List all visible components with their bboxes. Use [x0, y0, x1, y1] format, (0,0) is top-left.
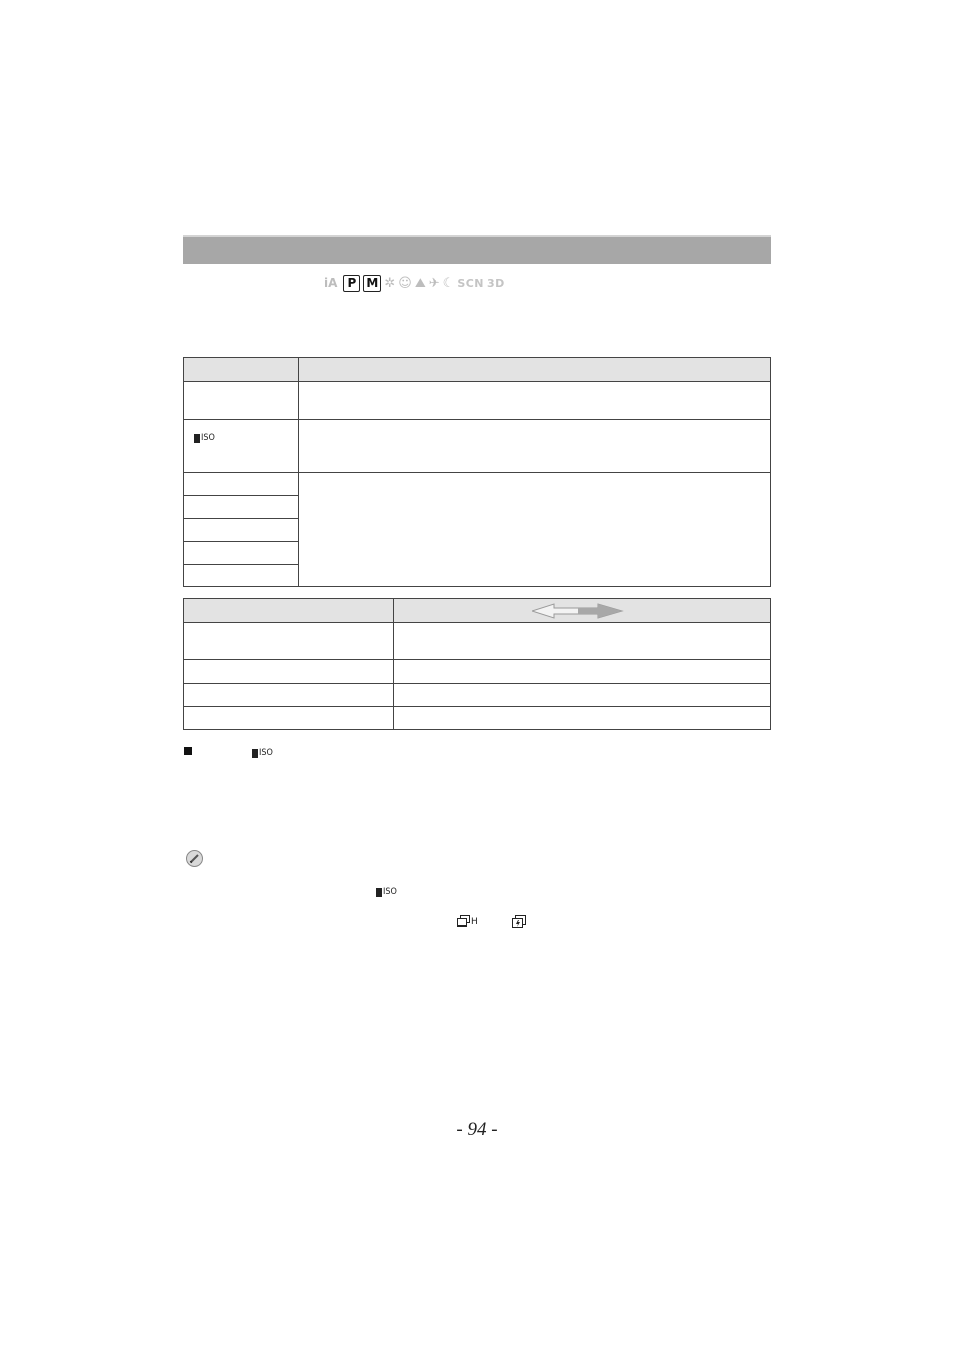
page-number: - 94 - [456, 1119, 498, 1140]
double-arrow-icon [532, 603, 624, 619]
comparison-table-row-2-value [394, 660, 770, 684]
settings-table-row-intelligent-iso [184, 420, 299, 473]
flash-burst-icon [512, 915, 526, 933]
settings-table-row-iso-value-5 [184, 565, 299, 586]
comparison-table-row-4-label [184, 707, 394, 729]
settings-table-row-intelligent-iso-description [299, 420, 770, 473]
intelligent-iso-icon: ISO [376, 888, 397, 897]
custom-mode-icon: ✲ [384, 275, 396, 291]
comparison-table-header-right [394, 599, 770, 623]
subsection-bullet [184, 747, 192, 755]
comparison-table-row-4-value [394, 707, 770, 729]
recording-mode-icons [321, 274, 505, 292]
intelligent-iso-icon: ISO [194, 434, 215, 443]
3d-mode-icon: 3D [487, 276, 505, 290]
comparison-table-row-2-label [184, 660, 394, 684]
intelligent-auto-mode-icon: iA [324, 276, 338, 290]
settings-table-row-iso-value-2 [184, 496, 299, 519]
settings-table-header-description [299, 358, 770, 382]
manual-exposure-mode-icon: M [363, 275, 381, 292]
comparison-table-header-left [184, 599, 394, 623]
section-header-bar [183, 235, 771, 264]
scenery-mode-icon: ⛰ [414, 275, 426, 291]
comparison-table-row-3-value [394, 684, 770, 707]
comparison-table [183, 598, 771, 730]
comparison-table-row-3-label [184, 684, 394, 707]
note-pencil-icon [186, 850, 203, 867]
intelligent-iso-icon: ISO [252, 749, 273, 758]
portrait-mode-icon: ☺ [398, 275, 412, 291]
sports-mode-icon: ✈ [428, 275, 440, 291]
settings-table-header-item [184, 358, 299, 382]
burst-high-speed-icon: H [457, 915, 478, 927]
night-portrait-mode-icon: ☾ [442, 275, 455, 291]
comparison-table-row-1-label [184, 623, 394, 660]
comparison-table-row-1-value [394, 623, 770, 660]
scene-mode-icon: SCN [457, 276, 485, 290]
settings-table-row-iso-value-4 [184, 542, 299, 565]
settings-table-iso-values-description [299, 473, 770, 586]
settings-table [183, 357, 771, 587]
program-ae-mode-icon: P [343, 275, 360, 292]
settings-table-row-iso-value-1 [184, 473, 299, 496]
settings-table-row-iso-value-3 [184, 519, 299, 542]
settings-table-row-auto-description [299, 382, 770, 420]
settings-table-row-auto [184, 382, 299, 420]
